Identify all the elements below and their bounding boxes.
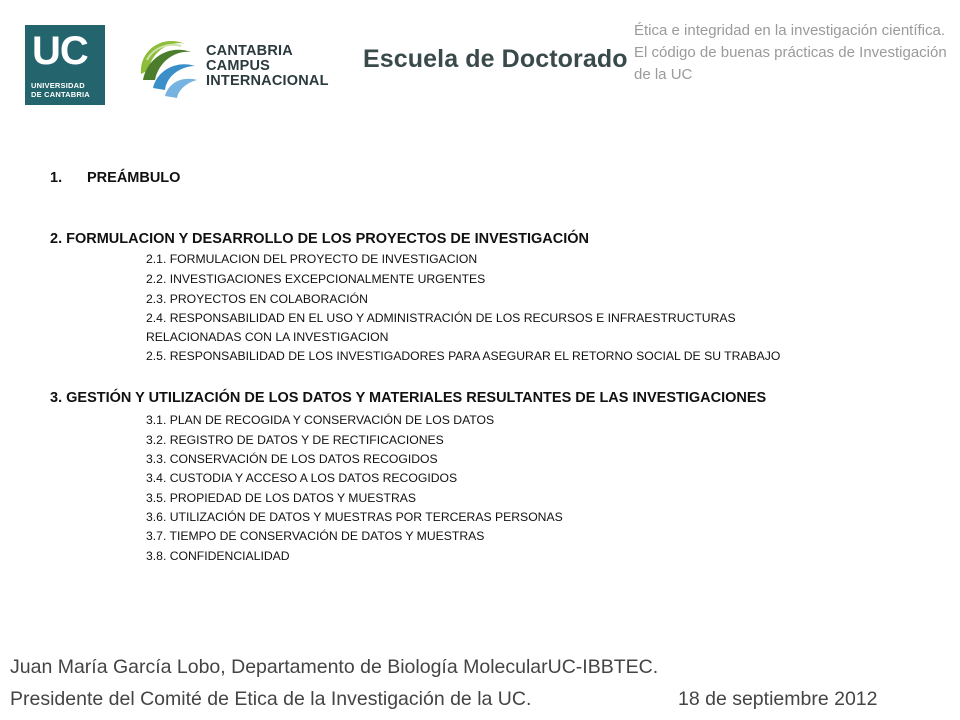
uc-logo <box>25 25 105 105</box>
toc-item: 3.1. PLAN DE RECOGIDA Y CONSERVACIÓN DE LOS DATOS <box>146 413 495 427</box>
footer-author: Juan María García Lobo, Departamento de Biología MolecularUC-IBBTEC. <box>10 656 659 678</box>
toc-item: 2.1. FORMULACION DEL PROYECTO DE INVESTIGACION <box>146 252 478 266</box>
toc-item: 3.5. PROPIEDAD DE LOS DATOS Y MUESTRAS <box>146 491 417 505</box>
toc-item: 3.8. CONFIDENCIALIDAD <box>146 549 290 563</box>
toc-item: 3.6. UTILIZACIÓN DE DATOS Y MUESTRAS POR TERCERAS PERSONAS <box>146 510 563 524</box>
uc-logo-letters: UC <box>32 29 88 73</box>
toc-item: 2.4. RESPONSABILIDAD EN EL USO Y ADMINISTRACIÓN DE LOS RECURSOS E INFRAESTRUCTURAS <box>146 311 736 325</box>
section-1-number: 1. <box>50 170 63 186</box>
escuela-doctorado-logo: Escuela de Doctorado <box>363 45 628 73</box>
section-2-title: 2. FORMULACION Y DESARROLLO DE LOS PROYECTOS DE INVESTIGACIÓN <box>50 231 589 247</box>
section-3-title: 3. GESTIÓN Y UTILIZACIÓN DE LOS DATOS Y MATERIALES RESULTANTES DE LAS INVESTIGACIONES <box>50 390 767 406</box>
campus-logo-text: CANTABRIA CAMPUS INTERNACIONAL <box>206 43 329 89</box>
toc-item: 3.2. REGISTRO DE DATOS Y DE RECTIFICACIONES <box>146 433 444 447</box>
footer-role: Presidente del Comité de Etica de la Investigación de la UC. <box>10 688 532 710</box>
toc-item: 2.3. PROYECTOS EN COLABORACIÓN <box>146 292 368 306</box>
header-caption: Ética e integridad en la investigación científica. El código de buenas prácticas de Investigación de la UC <box>634 22 947 83</box>
footer-date: 18 de septiembre 2012 <box>678 688 878 710</box>
toc-item: 3.7. TIEMPO DE CONSERVACIÓN DE DATOS Y MUESTRAS <box>146 529 485 543</box>
toc-item: 2.2. INVESTIGACIONES EXCEPCIONALMENTE URGENTES <box>146 272 486 286</box>
toc-item: 2.5. RESPONSABILIDAD DE LOS INVESTIGADORES PARA ASEGURAR EL RETORNO SOCIAL DE SU TRABAJO <box>146 349 781 363</box>
toc-item-continuation: RELACIONADAS CON LA INVESTIGACION <box>146 330 389 344</box>
section-1-title: PREÁMBULO <box>87 170 181 186</box>
toc-item: 3.4. CUSTODIA Y ACCESO A LOS DATOS RECOGIDOS <box>146 471 458 485</box>
uc-logo-text: UNIVERSIDAD DE CANTABRIA <box>31 81 90 99</box>
toc-item: 3.3. CONSERVACIÓN DE LOS DATOS RECOGIDOS <box>146 452 438 466</box>
campus-swirl-icon <box>133 30 201 102</box>
